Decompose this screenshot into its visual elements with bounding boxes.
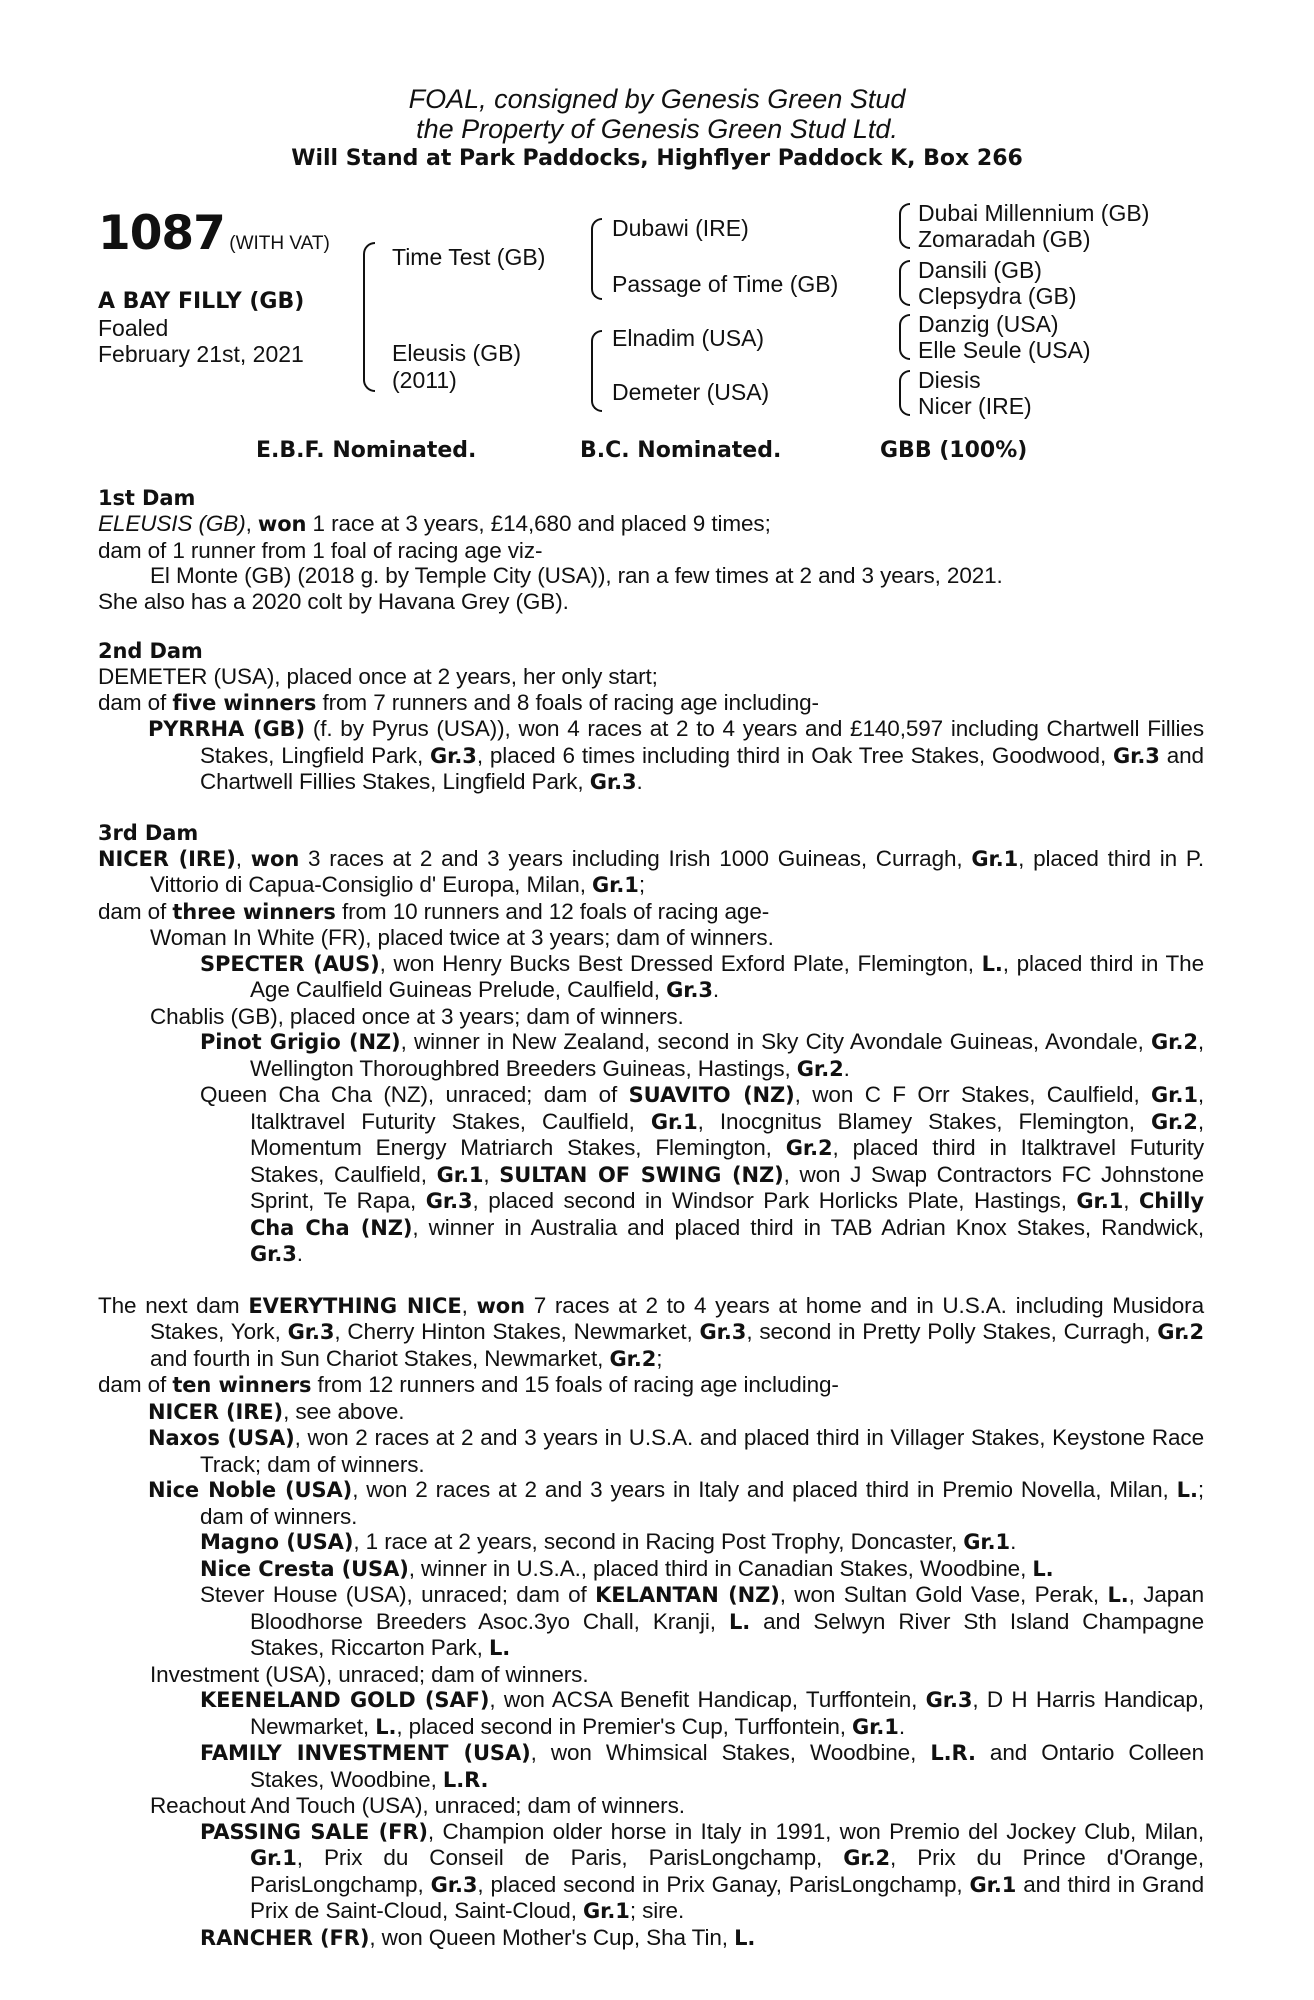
listed-label: L.R.: [442, 1767, 489, 1792]
listed-label: L.R.: [930, 1741, 976, 1765]
text-run: from 7 runners and 8 foals of racing age including-: [316, 689, 819, 715]
grade-label: Gr.1: [592, 873, 639, 897]
text-run: , second in Pretty Polly Stakes, Curragh,: [746, 1319, 1158, 1344]
grade-label: Gr.3: [666, 978, 713, 1002]
won-label: won: [476, 1293, 525, 1318]
pedigree-brace: [899, 260, 910, 306]
listed-label: L.: [728, 1609, 751, 1634]
grade-label: Gr.2: [785, 1136, 833, 1160]
consignor-line: FOAL, consigned by Genesis Green Stud: [408, 84, 906, 114]
pedigree-brace: [591, 330, 602, 412]
text-run: , placed second in Prix Ganay, ParisLongchamp,: [477, 1871, 970, 1897]
bc-nomination: B.C. Nominated.: [580, 438, 782, 463]
horse-name: SULTAN OF SWING (NZ): [499, 1162, 784, 1187]
grade-label: Gr.2: [1151, 1109, 1198, 1134]
grade-label: Gr.3: [589, 770, 637, 794]
text-run: , won 2 races at 2 and 3 years in U.S.A. and placed third in Villager Stakes, Keystone Race Track; dam of winners.: [200, 1425, 1204, 1477]
produce-entry: [98, 1556, 1204, 1583]
won-label: won: [257, 512, 307, 536]
pedigree-sire-dam: Passage of Time (GB): [612, 271, 839, 297]
text-run: and Selwyn River Sth Island Champagne Stakes, Riccarton Park,: [250, 1608, 1204, 1660]
horse-name: KELANTAN (NZ): [595, 1583, 780, 1607]
produce-entry: [98, 1582, 1204, 1662]
grade-label: Gr.1: [436, 1162, 484, 1187]
produce-entry: [98, 1740, 1204, 1793]
next-dam-entry: The next dam EVERYTHING NICE, won 7 races at 2 to 4 years at home and in U.S.A. including Musidora Stakes, York, Gr.3, Cherry Hinton Stakes, Newmarket, Gr.3, second in Pretty Polly Stakes, Curragh, Gr.2 and fourth in Sun Chariot Stakes, Newmarket, Gr.2;: [98, 1292, 1204, 1371]
text-run: , Italktravel Futurity Stakes, Caulfield,: [250, 1082, 1204, 1134]
pedigree-g3-8: Nicer (IRE): [918, 393, 1032, 419]
horse-name: NICER (IRE): [98, 846, 236, 871]
text-run: , Champion older horse in Italy in 1991, won Premio del Jockey Club, Milan,: [427, 1818, 1204, 1844]
horse-name: NICER (IRE): [148, 1399, 284, 1424]
listed-label: L.: [488, 1636, 511, 1660]
first-dam-entry: ELEUSIS (GB), won 1 race at 3 years, £14,680 and placed 9 times;: [98, 511, 771, 536]
grade-label: Gr.3: [430, 1872, 478, 1897]
listed-label: L.: [1107, 1583, 1129, 1607]
text-run: , D H Harris Handicap, Newmarket,: [250, 1687, 1204, 1739]
text-run: , won Whimsical Stakes, Woodbine,: [530, 1740, 931, 1765]
text-run: , Inocgnitus Blamey Stakes, Flemington,: [697, 1108, 1152, 1134]
text-run: , 1 race at 2 years, second in Racing Post Trophy, Doncaster,: [353, 1529, 964, 1554]
text-run: 1 race at 3 years, £14,680 and placed 9 times;: [306, 511, 771, 536]
gbb-status: GBB (100%): [880, 438, 1028, 463]
pedigree-brace: [899, 370, 910, 416]
grade-label: Gr.2: [843, 1846, 891, 1870]
text-run: , won Henry Bucks Best Dressed Exford Plate, Flemington,: [379, 950, 982, 976]
listed-label: L.: [981, 951, 1003, 976]
produce-entry: Reachout And Touch (USA), unraced; dam of winners.: [150, 1793, 685, 1818]
grade-label: Gr.3: [425, 1189, 473, 1213]
stabling-line: Will Stand at Park Paddocks, Highflyer Paddock K, Box 266: [291, 146, 1023, 171]
grade-label: Gr.1: [250, 1846, 297, 1870]
text-run: ,: [483, 1161, 500, 1187]
text-run: , winner in New Zealand, second in Sky City Avondale Guineas, Avondale,: [400, 1029, 1152, 1054]
grade-label: Gr.1: [969, 1872, 1017, 1897]
text-run: 3 races at 2 and 3 years including Irish 1000 Guineas, Curragh,: [299, 845, 972, 871]
horse-name: Chilly Cha Cha (NZ): [250, 1189, 1204, 1240]
text-run: .: [296, 1241, 303, 1266]
second-dam-heading: 2nd Dam: [98, 639, 203, 663]
produce-entry: [98, 1029, 1204, 1082]
vat-label: (WITH VAT): [229, 233, 330, 254]
text-run: , won 2 races at 2 and 3 years in Italy and placed third in Premio Novella, Milan,: [352, 1477, 1177, 1502]
text-run: and Chartwell Fillies Stakes, Lingfield Park,: [200, 742, 1204, 794]
grade-label: Gr.3: [1113, 743, 1160, 768]
horse-name: PASSING SALE (FR): [200, 1819, 428, 1844]
text-run: , winner in Australia and placed third in TAB Adrian Knox Stakes, Randwick,: [412, 1214, 1204, 1240]
text-run: The next dam: [98, 1292, 249, 1318]
text-run: , see above.: [283, 1398, 405, 1424]
text-run: ;: [638, 872, 645, 897]
horse-name: KEENELAND GOLD (SAF): [200, 1688, 490, 1712]
pedigree-g3-2: Zomaradah (GB): [918, 226, 1091, 252]
pedigree-brace: [591, 218, 602, 300]
third-dam-heading: 3rd Dam: [98, 820, 199, 845]
grade-label: Gr.1: [1151, 1083, 1198, 1107]
listed-label: L.: [1032, 1556, 1054, 1581]
grade-label: Gr.3: [287, 1320, 335, 1344]
grade-label: Gr.3: [925, 1688, 973, 1712]
produce-entry: [98, 1425, 1204, 1477]
lot-number: 1087: [98, 206, 225, 261]
produce-entry: [98, 951, 1204, 1004]
pedigree-g3-3: Dansili (GB): [918, 257, 1042, 283]
text-run: .: [898, 1713, 905, 1739]
pedigree-g3-1: Dubai Millennium (GB): [918, 200, 1150, 226]
produce-entry: [98, 716, 1204, 796]
text-run: ; sire.: [629, 1898, 685, 1923]
produce-entry: Investment (USA), unraced; dam of winners.: [150, 1661, 589, 1687]
winners-count: three winners: [172, 899, 336, 924]
foaled-date: February 21st, 2021: [98, 341, 304, 367]
horse-name: PYRRHA (GB): [148, 717, 306, 741]
text-run: , Momentum Energy Matriarch Stakes, Flemington,: [250, 1108, 1204, 1160]
text-run: ; dam of winners.: [200, 1477, 1204, 1529]
produce-entry: El Monte (GB) (2018 g. by Temple City (USA)), ran a few times at 2 and 3 years, 2021.: [150, 563, 1003, 588]
pedigree-g3-5: Danzig (USA): [918, 311, 1059, 337]
text-run: Stever House (USA), unraced; dam of: [200, 1582, 596, 1607]
first-dam-heading: 1st Dam: [98, 486, 196, 510]
pedigree-brace: [899, 314, 910, 360]
winners-count: five winners: [172, 690, 317, 715]
pedigree-g3-6: Elle Seule (USA): [918, 337, 1091, 363]
foaled-label: Foaled: [98, 315, 169, 341]
text-run: , winner in U.S.A., placed third in Canadian Stakes, Woodbine,: [408, 1555, 1033, 1581]
pedigree-dam: Eleusis (GB): [392, 340, 522, 366]
text-run: , won ACSA Benefit Handicap, Turffontein,: [489, 1687, 926, 1712]
dam-name: ELEUSIS (GB): [98, 511, 246, 536]
catalogue-body: [98, 486, 1204, 1951]
horse-name: RANCHER (FR): [200, 1925, 370, 1950]
horse-name: Nice Cresta (USA): [200, 1556, 409, 1581]
text-run: , placed third in P. Vittorio di Capua-Consiglio d' Europa, Milan,: [150, 845, 1204, 897]
pedigree-brace: [899, 203, 910, 249]
text-run: Queen Cha Cha (NZ), unraced; dam of: [200, 1082, 629, 1107]
produce-entry: [98, 1819, 1204, 1925]
text-run: , placed 6 times including third in Oak Tree Stakes, Goodwood,: [476, 742, 1114, 768]
pedigree-sire-sire: Dubawi (IRE): [612, 215, 749, 241]
text-run: , won C F Orr Stakes, Caulfield,: [794, 1082, 1152, 1107]
text-run: , placed third in Italktravel Futurity Stakes, Caulfield,: [250, 1135, 1205, 1187]
text-run: .: [712, 977, 720, 1002]
horse-name: Nice Noble (USA): [148, 1478, 353, 1502]
lot-title: A BAY FILLY (GB): [98, 289, 305, 314]
produce-entry: [98, 1529, 1204, 1556]
text-run: .: [636, 769, 643, 794]
text-run: dam of: [98, 1372, 173, 1397]
produce-entry: [98, 1687, 1204, 1740]
grade-label: Gr.1: [971, 846, 1019, 871]
text-run: , won J Swap Contractors FC Johnstone Sprint, Te Rapa,: [250, 1161, 1204, 1213]
second-dam-entry: DEMETER (USA), placed once at 2 years, her only start;: [98, 664, 658, 689]
listed-label: L.: [375, 1714, 397, 1739]
listed-label: L.: [734, 1925, 756, 1950]
pedigree-dam-sire: Elnadim (USA): [612, 325, 765, 351]
text-run: , Wellington Thoroughbred Breeders Guineas, Hastings,: [250, 1029, 1204, 1081]
text-run: .: [1010, 1529, 1017, 1554]
text-run: .: [843, 1055, 850, 1081]
ebf-nomination: E.B.F. Nominated.: [256, 438, 477, 463]
horse-name: FAMILY INVESTMENT (USA): [200, 1741, 531, 1765]
pedigree-brace: [363, 242, 375, 392]
second-dam-produce: [98, 690, 1204, 717]
grade-label: Gr.1: [1076, 1189, 1124, 1213]
grade-label: Gr.2: [609, 1346, 657, 1371]
first-dam-produce: dam of 1 runner from 1 foal of racing age viz-: [98, 537, 543, 563]
horse-name: EVERYTHING NICE: [248, 1293, 462, 1318]
grade-label: Gr.2: [1151, 1030, 1198, 1054]
won-label: won: [250, 846, 300, 871]
text-run: and Ontario Colleen Stakes, Woodbine,: [250, 1740, 1204, 1792]
horse-name: SUAVITO (NZ): [628, 1083, 795, 1107]
produce-entry: Woman In White (FR), placed twice at 3 years; dam of winners.: [150, 925, 774, 950]
grade-label: Gr.3: [430, 743, 477, 768]
pedigree-sire: Time Test (GB): [392, 244, 546, 270]
text-run: , won Queen Mother's Cup, Sha Tin,: [369, 1924, 735, 1950]
lot-number-block: [98, 208, 330, 260]
text-run: and fourth in Sun Chariot Stakes, Newmarket,: [150, 1345, 610, 1371]
text-run: from 12 runners and 15 foals of racing age including-: [311, 1372, 839, 1397]
text-run: , placed second in Windsor Park Horlicks Plate, Hastings,: [472, 1188, 1077, 1213]
text-run: , Japan Bloodhorse Breeders Asoc.3yo Chall, Kranji,: [250, 1582, 1205, 1634]
text-run: 7 races at 2 to 4 years at home and in U.S.A. including Musidora Stakes, York,: [150, 1292, 1204, 1344]
third-dam-entry: NICER (IRE), won 3 races at 2 and 3 years including Irish 1000 Guineas, Curragh, Gr.1, placed third in P. Vittorio di Capua-Consiglio d' Europa, Milan, Gr.1;: [98, 845, 1204, 897]
pedigree-dam-year: (2011): [392, 367, 457, 393]
text-run: , won Sultan Gold Vase, Perak,: [779, 1582, 1108, 1607]
text-run: dam of: [98, 898, 173, 924]
next-dam-produce: [98, 1372, 1204, 1399]
pedigree-g3-7: Diesis: [918, 367, 981, 393]
text-run: , placed second in Premier's Cup, Turffontein,: [396, 1713, 853, 1739]
produce-entry: [98, 1082, 1204, 1268]
horse-name: SPECTER (AUS): [200, 951, 380, 976]
text-run: dam of: [98, 689, 173, 715]
third-dam-produce: [98, 899, 1204, 926]
horse-name: Pinot Grigio (NZ): [200, 1030, 401, 1054]
grade-label: Gr.1: [963, 1530, 1011, 1554]
horse-name: Magno (USA): [200, 1530, 354, 1554]
grade-label: Gr.1: [852, 1714, 899, 1739]
pedigree-g3-4: Clepsydra (GB): [918, 283, 1077, 309]
grade-label: Gr.1: [650, 1109, 698, 1134]
grade-label: Gr.3: [699, 1320, 747, 1344]
text-run: , placed third in The Age Caulfield Guineas Prelude, Caulfield,: [250, 950, 1204, 1002]
text-run: (f. by Pyrus (USA)), won 4 races at 2 to 4 years and £140,597 including Chartwell Fillies Stakes, Lingfield Park,: [200, 716, 1204, 768]
produce-entry: [98, 1399, 1204, 1426]
text-run: , Prix du Prince d'Orange, ParisLongchamp,: [250, 1845, 1204, 1897]
grade-label: Gr.1: [583, 1899, 630, 1923]
winners-count: ten winners: [172, 1373, 312, 1397]
text-run: ,: [1123, 1188, 1139, 1213]
pedigree-dam-dam: Demeter (USA): [612, 379, 770, 405]
text-run: , Cherry Hinton Stakes, Newmarket,: [334, 1319, 700, 1344]
produce-entry: [98, 1477, 1204, 1529]
text-run: from 10 runners and 12 foals of racing age-: [335, 898, 770, 924]
listed-label: L.: [1176, 1478, 1198, 1502]
text-run: ;: [656, 1345, 663, 1371]
grade-label: Gr.2: [1157, 1320, 1204, 1344]
text-run: and third in Grand Prix de Saint-Cloud, Saint-Cloud,: [250, 1871, 1204, 1923]
grade-label: Gr.2: [796, 1056, 844, 1081]
grade-label: Gr.3: [250, 1242, 297, 1266]
property-line: the Property of Genesis Green Stud Ltd.: [416, 114, 898, 144]
first-dam-note: She also has a 2020 colt by Havana Grey (GB).: [98, 588, 569, 614]
produce-entry: Chablis (GB), placed once at 3 years; dam of winners.: [150, 1003, 684, 1029]
text-run: , Prix du Conseil de Paris, ParisLongchamp,: [296, 1845, 844, 1870]
horse-name: Naxos (USA): [148, 1426, 295, 1450]
produce-entry: [98, 1925, 1204, 1952]
